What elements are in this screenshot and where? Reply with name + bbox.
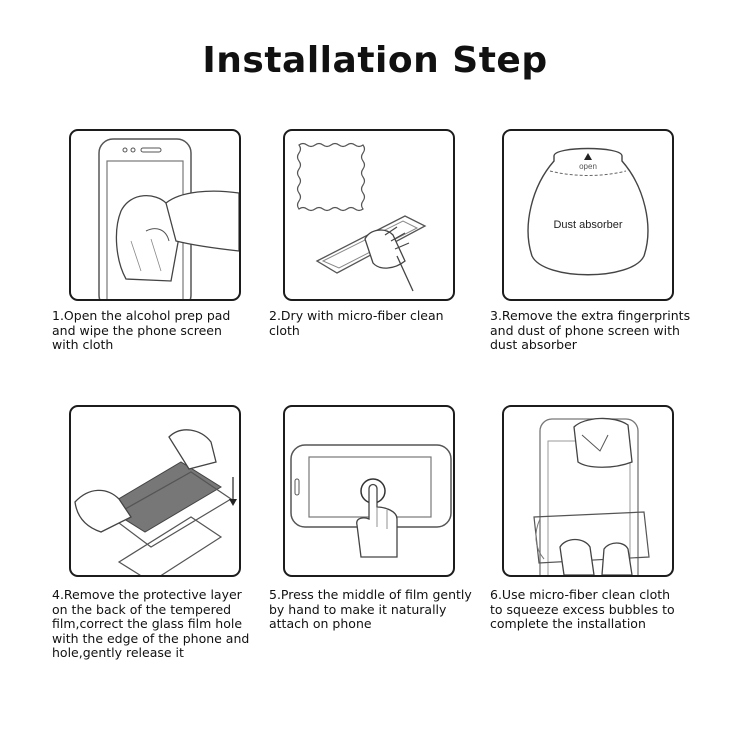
- page-title: Installation Step: [202, 40, 548, 81]
- phone-wiping-illustration: [71, 131, 239, 299]
- step-5-caption: 5.Press the middle of film gently by hand to make it naturally attach on phone: [269, 587, 472, 631]
- step-5-illustration: [283, 405, 455, 577]
- step-4-illustration: [69, 405, 241, 577]
- dust-absorber-illustration: [504, 131, 672, 299]
- step-4-caption: 4.Remove the protective layer on the back of the tempered film,correct the glass film hole with the edge of the phone and hole,gently release it: [52, 587, 250, 660]
- step-3-illustration: [502, 129, 674, 301]
- step-1-caption: 1.Open the alcohol prep pad and wipe the phone screen with cloth: [52, 308, 231, 352]
- open-label: open: [579, 162, 597, 171]
- microfiber-cloth-illustration: [285, 131, 453, 299]
- step-2-caption: 2.Dry with micro-fiber clean cloth: [269, 308, 444, 338]
- step-2-illustration: [283, 129, 455, 301]
- step-3-caption: 3.Remove the extra fingerprints and dust of phone screen with dust absorber: [490, 308, 691, 352]
- step-1-illustration: [69, 129, 241, 301]
- dust-absorber-label: Dust absorber: [553, 219, 623, 231]
- step-6-caption: 6.Use micro-fiber clean cloth to squeeze excess bubbles to complete the installation: [490, 587, 675, 631]
- press-film-illustration: [285, 407, 453, 575]
- squeeze-bubbles-illustration: [504, 407, 672, 575]
- film-alignment-illustration: [71, 407, 239, 575]
- step-6-illustration: [502, 405, 674, 577]
